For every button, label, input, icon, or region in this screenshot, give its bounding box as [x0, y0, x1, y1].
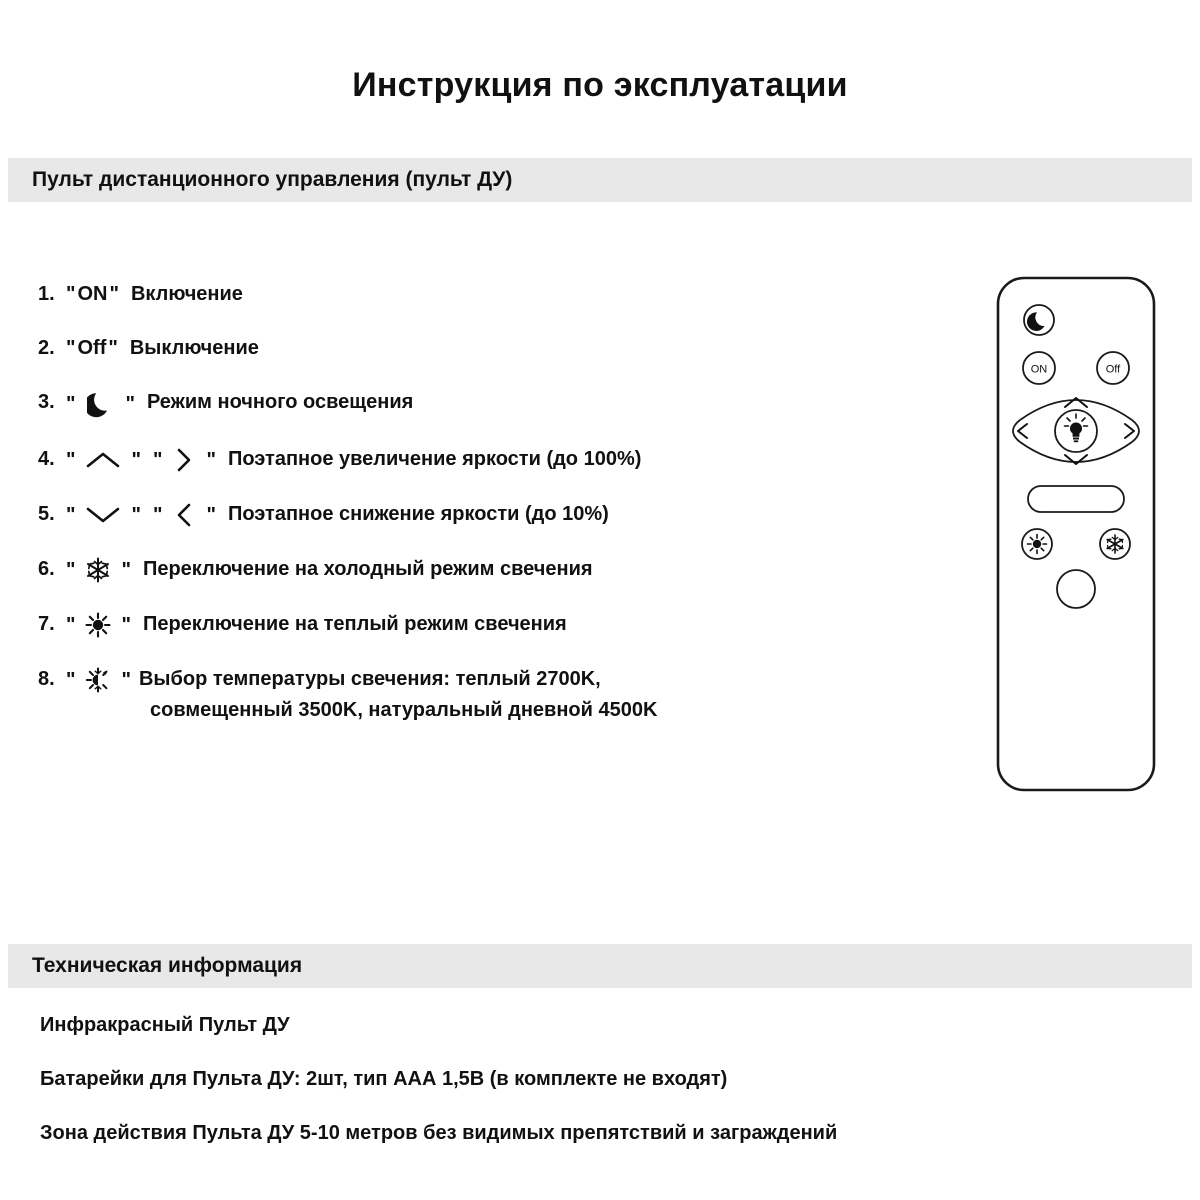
list-item	[38, 447, 878, 473]
chevron-down-icon	[77, 504, 129, 526]
remote-button-off	[1097, 352, 1129, 384]
svg-text:Off: Off	[1105, 363, 1121, 376]
tech-line: Батарейки для Пульта ДУ: 2шт, тип ААА 1,5В (в комплекте не входят)	[40, 1068, 728, 1090]
list-item	[38, 667, 878, 693]
list-item-symbol: " " " "	[64, 502, 218, 528]
svg-text:ON: ON	[1030, 363, 1048, 376]
symbol-text-off: Off	[77, 337, 107, 359]
remote-button-night	[1024, 305, 1054, 335]
tech-info-block	[40, 1014, 1180, 1176]
list-item	[38, 336, 878, 361]
list-item-symbol: " "	[64, 667, 133, 693]
list-item-text: Переключение на холодный режим свечения	[142, 558, 593, 580]
list-item-symbol: " " " "	[64, 447, 218, 473]
section-header-tech-label: Техническая информация	[32, 954, 303, 977]
remote-button-on	[1023, 352, 1055, 384]
tech-line: Инфракрасный Пульт ДУ	[40, 1014, 290, 1036]
list-item-number: 8.	[38, 668, 55, 690]
list-item-symbol: " ON "	[66, 283, 119, 305]
list-item	[38, 502, 878, 528]
list-item-symbol: " "	[64, 612, 133, 638]
list-item-number: 6.	[38, 558, 55, 580]
list-item-text: Выбор температуры свечения: теплый 2700K,	[138, 668, 601, 690]
list-item	[38, 282, 878, 307]
list-item-text: Поэтапное снижение яркости (до 10%)	[227, 503, 609, 525]
list-item-text: Включение	[130, 283, 243, 305]
remote-button-warm	[1022, 529, 1052, 559]
list-item-number: 5.	[38, 503, 55, 525]
list-item-number: 4.	[38, 448, 55, 470]
section-header-remote	[8, 158, 1192, 202]
chevron-up-icon	[77, 449, 129, 471]
list-item-number: 3.	[38, 391, 55, 413]
instruction-list	[38, 282, 878, 722]
list-item-text: Переключение на теплый режим свечения	[142, 613, 567, 635]
list-item-text: Поэтапное увеличение яркости (до 100%)	[227, 448, 642, 470]
list-item-number: 2.	[38, 337, 55, 359]
remote-button-cold	[1100, 529, 1130, 559]
remote-button-bar	[1028, 486, 1124, 512]
list-item-number: 1.	[38, 283, 55, 305]
list-item-text-line2: совмещенный 3500K, натуральный дневной 4500K	[150, 699, 658, 721]
remote-control-illustration	[996, 276, 1156, 797]
tech-line: Зона действия Пульта ДУ 5-10 метров без видимых препятствий и заграждений	[40, 1122, 838, 1144]
list-item-symbol: " "	[64, 390, 137, 418]
list-item-number: 7.	[38, 613, 55, 635]
list-item-symbol: " "	[64, 557, 133, 583]
page-title: Инструкция по эксплуатации	[352, 66, 848, 104]
section-header-remote-label: Пульт дистанционного управления (пульт ДУ)	[32, 168, 513, 191]
list-item	[38, 557, 878, 583]
chevron-left-icon	[164, 502, 204, 528]
sun-icon	[77, 612, 119, 638]
snowflake-icon	[77, 557, 119, 583]
symbol-text-on: ON	[77, 283, 108, 305]
section-header-tech	[8, 944, 1192, 988]
list-item	[38, 390, 878, 418]
moon-icon	[77, 390, 123, 418]
list-item-symbol: " Off "	[66, 337, 118, 359]
remote-button-round	[1057, 570, 1095, 608]
half-sun-snowflake-icon	[77, 667, 119, 693]
list-item-text: Режим ночного освещения	[146, 391, 414, 413]
list-item-text: Выключение	[129, 337, 259, 359]
list-item	[38, 612, 878, 638]
chevron-right-icon	[164, 447, 204, 473]
